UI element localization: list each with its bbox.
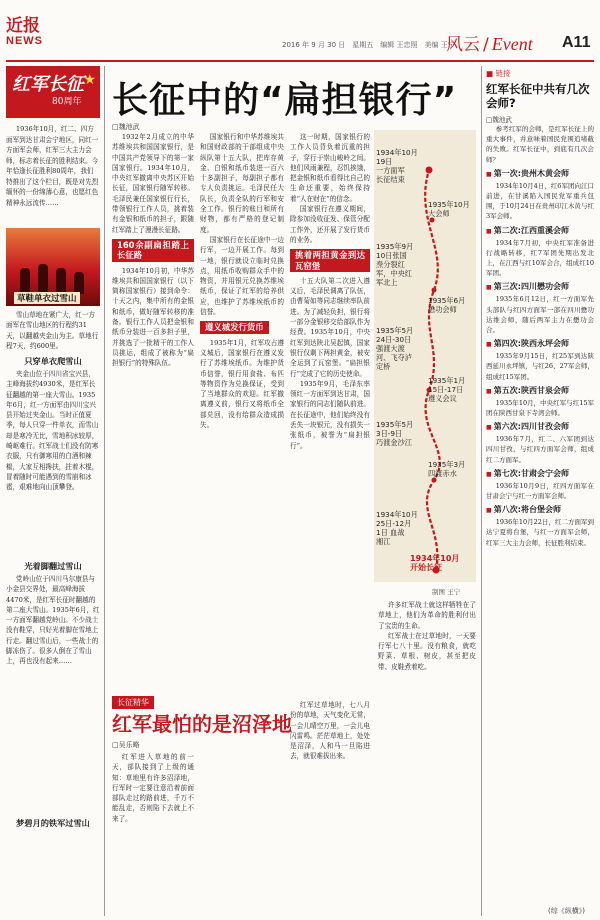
sidebar-heading: 只穿单衣爬雪山 bbox=[24, 356, 82, 366]
sub-article-paragraph: 红军进入草地的前一天，部队接到了上级的通知：草地里有许多沼泽地，行军时一定要注意沿着前面部队走过的路前进，千万不能乱走，否则陷下去就上不来了。 bbox=[112, 753, 194, 823]
meeting-text: 1934年10月4日，红6军团向江口前进，在甘溪陷入国民党军重兵包围，于10月24日在贵州印江木黄与红3军会师。 bbox=[486, 181, 594, 221]
right-intro: 参考红军的会师，是红军长征上的重大事件，并意味着国民党围追堵截的失败。红军长征中，到底有几次会师？ bbox=[486, 125, 594, 164]
map-stop-label: 1934年10月 19日 一方面军 长征结束 bbox=[376, 148, 418, 184]
sub-article-byline: □吴乐略 bbox=[112, 741, 140, 749]
meeting-text: 1935年9月15日，红25军到达陕西延川永坪镇，与红26、27军会师，组成红15军团。 bbox=[486, 352, 594, 381]
meeting-heading: ■ 第二次:江西重溪会师 bbox=[486, 225, 594, 236]
article-paragraph: 十五大队第二次进入遵义后，毛泽民调离了队伍，由曹菊如等同志继续率队前进。为了减轻负担，银行将一部分金银移交给部队作为经费。1935年10月，中央红军到达陕北吴起镇，国家银行仅剩下两担黄金，被安全运到了瓦窑堡。“扁担银行”完成了它的历史使命。 bbox=[290, 276, 370, 378]
meeting-text: 1936年10月9日，红四方面军在甘肃会宁与红一方面军会师。 bbox=[486, 481, 594, 501]
column-name bbox=[446, 30, 533, 55]
sub-article-column-3 bbox=[378, 600, 476, 912]
meeting-text: 1936年7月，红二、六军团到达四川甘孜，与红四方面军会师，组成红二方面军。 bbox=[486, 435, 594, 464]
right-byline: □魏池武 bbox=[486, 116, 513, 124]
meeting-heading: ■ 第六次:四川甘孜会师 bbox=[486, 421, 594, 432]
figure-silhouette bbox=[74, 272, 84, 294]
meeting-heading: ■ 第八次:将台堡会师 bbox=[486, 504, 594, 515]
issue-meta: 2016 年 9 月 30 日 星期五 编辑 王忠照 美编 王宁 bbox=[282, 41, 455, 49]
figure-silhouette bbox=[56, 268, 66, 294]
article-paragraph: 1934年10月初，中华苏维埃共和国国家银行（以下简称国家银行）接到命令：十天之内，集中所有的金银和纸币，做好随军转移的准备。银行工作人员把金银和纸币分装进一百多担子里，并挑选了一批精干的工作人员挑运，组成了被称为“扁担银行”的特殊队伍。 bbox=[112, 266, 194, 368]
sidebar-paragraph: 雪山草地在紧广大，红一方面军在雪山地区的行程约31天，以翻越夹金山为主。草地行程7天，约600里。 bbox=[6, 311, 99, 350]
banner-title: 红军长征 bbox=[12, 74, 84, 95]
meeting-heading: ■ 第三次:四川懋功会师 bbox=[486, 281, 594, 292]
logo-cn: 近报 bbox=[6, 16, 40, 36]
sub-article-column-1 bbox=[112, 752, 194, 912]
sidebar-paragraph: 夹金山位于四川省宝兴县，主峰海拔约4930米，是红军长征翻越的第一座大雪山。1935年6月，红一方面军由四川宝兴县开始过夹金山。当时正值夏季，每人只穿一件单衣，而雪山却是寒冷无比，雪地积冰较厚，崎岖难行。红军战士们没有防寒衣服，只有御寒用的白酒和辣椒，大家互相搀扶，拄着木棍，冒着随时可能遇到的雪崩和冰雹，艰难地向山顶攀登。 bbox=[6, 370, 99, 492]
article-paragraph: 国家银行在遵义期间，除参加没收征发、保管分配工作外，还开展了发行货币的业务。 bbox=[290, 205, 370, 244]
map-stop-label: 1935年3月 四渡赤水 bbox=[428, 460, 466, 478]
article-subhead: 160余副扁担踏上长征路 bbox=[112, 239, 194, 262]
right-title: 红军长征中共有几次会师? bbox=[486, 82, 590, 110]
sub-article-paragraph: 许多红军战士就这样牺牲在了草地上，他们为革命的胜利付出了宝贵的生命。 bbox=[378, 601, 476, 630]
article-subhead: 挑着两担黄金到达瓦窑堡 bbox=[290, 249, 370, 272]
meeting-heading: ■ 第七次:甘肃会宁会师 bbox=[486, 468, 594, 479]
header-rule bbox=[6, 60, 594, 62]
article-paragraph: 这一时期，国家银行的工作人员背负着沉重的担子，穿行于崇山峻岭之间。他们风雨兼程，忍饥挨饿，把金银和纸币看得比自己的生命还重要，始终保持着“人在财在”的信念。 bbox=[290, 133, 370, 203]
series-banner bbox=[6, 66, 100, 118]
left-sidebar bbox=[6, 66, 100, 920]
article-title: 长征中的“扁担银行” bbox=[112, 80, 458, 121]
logo-en: NEWS bbox=[6, 35, 43, 47]
meeting-text: 1935年6月12日，红一方面军先头部队与红四方面军一部在四川懋功达维会师，随后两军主力在懋功会合。 bbox=[486, 295, 594, 335]
page-number: A11 bbox=[562, 34, 591, 51]
sub-article-column-2 bbox=[290, 700, 370, 912]
map-stop-label: 1935年10月 大会师 bbox=[428, 200, 470, 218]
meeting-list bbox=[486, 168, 594, 548]
meeting-text: 1934年7月初，中央红军准备进行战略转移，红7军团先期出发北上，在江西与红10军会合，组成红10军团。 bbox=[486, 238, 594, 278]
sidebar-heading: 梦碧月的铁军过雪山 bbox=[16, 818, 90, 828]
article-column-2 bbox=[200, 132, 284, 688]
snow-mountain-photo bbox=[6, 228, 100, 306]
sidebar-paragraph: 党岭山位于四川马尔康县与小金县交界处，最高峰海拔4470米，是红军长征时翻越的第二座大雪山。1935年6月，红一方面军翻越党岭山。不少战士没有鞋穿，只好光着脚在雪地上行走。翻过雪山后，一些战士的脚冻伤了。很多人倒在了雪山上，再也没有起来…… bbox=[6, 575, 100, 666]
newspaper-logo bbox=[6, 18, 54, 48]
article-subhead: 遵义城发行货币 bbox=[200, 321, 269, 333]
map-stop-label: 1935年5月 24日-30日 强渡大渡 河、飞夺泸 定桥 bbox=[376, 326, 414, 371]
sub-article-paragraph: 红军战士在过草地时，一天要行军七八十里。没有粮食，就吃野菜、草根、树皮，甚至把皮带、皮鞋煮着吃。 bbox=[378, 631, 476, 671]
figure-silhouette bbox=[20, 268, 30, 294]
sub-article-paragraph: 红军过草地时，七八月份的草地，天气变化无常，一会儿晴空万里，一会儿电闪雷鸣。茫茫草地上，处处是沼泽，人和马一旦陷进去，就很难拔出来。 bbox=[290, 701, 370, 761]
meeting-heading: ■ 第四次:陕西永坪会师 bbox=[486, 338, 594, 349]
map-stop-label: 1935年9月 10日张国 焘分裂红 军，中央红 军北上 bbox=[376, 242, 414, 287]
column-rule bbox=[104, 66, 105, 916]
link-tag: ■ 链接 bbox=[486, 68, 594, 79]
source-note: (综《纵横》) bbox=[548, 907, 585, 915]
article-paragraph: 国家银行在长征途中一边行军，一边开展工作。每到一地，银行就设立临时兑换点，用纸币收购群众手中的物资，并用银元兑换苏维埃纸币，保证了红军的给养供应，也维护了苏维埃纸币的信誉。 bbox=[200, 235, 284, 317]
sidebar-heading: 光着脚翻过雪山 bbox=[24, 561, 82, 571]
article-byline: □魏池武 bbox=[112, 123, 140, 131]
meeting-heading: ■ 第一次:贵州木黄会师 bbox=[486, 168, 594, 179]
meeting-text: 1935年10月，中央红军与红15军团在陕西甘泉下寺湾会师。 bbox=[486, 398, 594, 418]
map-stop-label: 1935年6月 懋功会师 bbox=[428, 296, 466, 314]
section-tag: 长征精华 bbox=[112, 696, 154, 709]
map-credit: 制图 王宁 bbox=[432, 588, 461, 596]
long-march-route-map bbox=[374, 130, 476, 582]
column-rule bbox=[481, 66, 482, 916]
article-column-3 bbox=[290, 132, 370, 688]
column-divider: / bbox=[483, 35, 489, 55]
map-stop-label: 1935年1月 15日-17日 遵义会议 bbox=[428, 376, 466, 403]
sub-article-title: 红军最怕的是沼泽地 bbox=[112, 712, 292, 736]
article-paragraph: 1935年1月，红军攻占遵义城后，国家银行在遵义发行了苏维埃纸币。为维护货币信誉，银行用食盐、布匹等物资作为兑换保证，受到了当地群众的欢迎。红军撤离遵义前，银行又将纸币全部兑回，没有给群众造成损失。 bbox=[200, 338, 284, 430]
right-sidebar bbox=[486, 68, 594, 918]
meeting-text: 1936年10月22日，红二方面军到达宁夏将台堡，与红一方面军会师，红军三大主力会师，长征胜利结束。 bbox=[486, 518, 594, 547]
series-intro: 1936年10月，红二、四方面军到达甘肃会宁地区，同红一方面军会师，红军三大主力会师，标志着长征的胜利结束。今年恰逢长征胜利80周年，我们特推出了这个栏目，既是对先烈缅怀的一份绵薄心意，也愿红色精神永远流传…… bbox=[6, 125, 99, 207]
article-paragraph: 1932年2月成立的中华苏维埃共和国国家银行，是中国共产党领导下的第一家国家银行。1934年10月，中央红军撤离中央苏区开始长征，国家银行随军转移。毛泽民兼任国家银行行长，带领银行工作人员，挑着装有金银和纸币的担子，跟随红军踏上了漫漫长征路。 bbox=[112, 133, 194, 234]
star-icon: ★ bbox=[83, 72, 96, 88]
article-column-1 bbox=[112, 132, 194, 688]
article-paragraph: 国家银行和中华苏维埃共和国财政部的干部组成中央纵队第十五大队，把库存黄金、白银和纸币装进一百六十多副担子，每副担子都有专人负责挑运。毛泽民任大队长，负责全队的行军和安全工作。银行的账目和所有财物，都有严格的登记制度。 bbox=[200, 133, 284, 234]
article-paragraph: 1935年9月，毛泽东率领红一方面军到达甘肃，国家银行的同志们随队前进。在长征途中，他们始终没有丢失一块银元，没有损失一张纸币，被誉为“扁担银行”。 bbox=[290, 379, 370, 450]
meeting-heading: ■ 第五次:陕西甘泉会师 bbox=[486, 385, 594, 396]
photo-caption: 草鞋单衣过雪山 bbox=[14, 292, 80, 304]
map-start-label: 1934年10月 开始长征 bbox=[410, 554, 460, 572]
map-stop-label: 1934年10月 25日-12月 1日 血战 湘江 bbox=[376, 510, 418, 546]
map-stop-label: 1935年5月 3日-9日 巧渡金沙江 bbox=[376, 420, 414, 447]
figure-silhouette bbox=[38, 264, 48, 294]
column-cn: 风云 bbox=[446, 35, 480, 55]
page-header bbox=[0, 0, 600, 55]
banner-sub: 80周年 bbox=[52, 97, 82, 107]
column-en: Event bbox=[491, 34, 533, 54]
